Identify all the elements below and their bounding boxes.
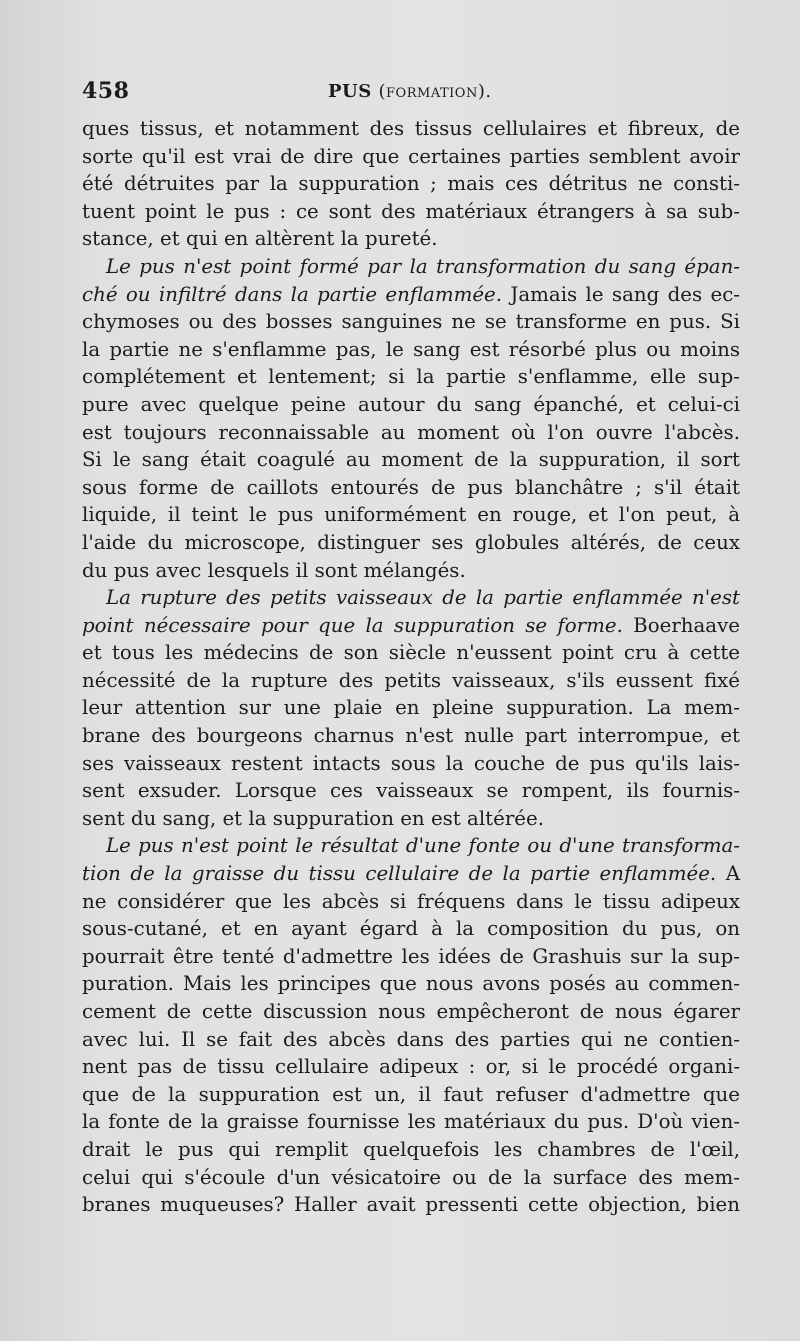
text-line xyxy=(82,363,740,391)
text-line xyxy=(82,805,740,833)
line-text: avec lui. Il se fait des abcès dans des parties qui ne contien- xyxy=(82,1027,740,1051)
line-text: nécessité de la rupture des petits vaisseaux, s'ils eussent fixé xyxy=(82,668,740,692)
text-line xyxy=(82,253,740,281)
text-line xyxy=(82,970,740,998)
text-line xyxy=(82,694,740,722)
line-text: Boerhaave xyxy=(622,613,740,637)
text-line xyxy=(82,750,740,778)
page-header xyxy=(82,78,742,112)
line-text: celui qui s'écoule d'un vésicatoire ou de la surface des mem- xyxy=(82,1165,740,1189)
text-line xyxy=(82,115,740,143)
line-text: est toujours reconnaissable au moment où l'on ouvre l'abcès. xyxy=(82,420,740,444)
line-text: la partie ne s'enflamme pas, le sang est résorbé plus ou moins xyxy=(82,337,740,361)
line-text: drait le pus qui remplit quelquefois les chambres de l'œil, xyxy=(82,1137,740,1161)
line-text: liquide, il teint le pus uniformément en rouge, et l'on peut, à xyxy=(82,503,740,527)
text-line xyxy=(82,1164,740,1192)
line-text: pure avec quelque peine autour du sang épanché, et celui-ci xyxy=(82,392,740,416)
text-line xyxy=(82,888,740,916)
text-line xyxy=(82,336,740,364)
line-text: cement de cette discussion nous empêcheront de nous égarer xyxy=(82,1000,740,1023)
line-text: ques tissus, et notamment des tissus cellulaires et fibreux, de xyxy=(82,117,740,140)
text-line xyxy=(82,832,740,860)
line-text: branes muqueuses? Haller avait pressenti cette objection, bien xyxy=(82,1193,740,1217)
line-text: complétement et lentement; si la partie s'enflamme, elle sup- xyxy=(82,365,740,389)
line-text: nent pas de tissu cellulaire adipeux : or, si le procédé organi- xyxy=(82,1055,740,1079)
text-line xyxy=(82,419,740,447)
line-text: sous-cutané, et en ayant égard à la composition du pus, on xyxy=(82,917,740,941)
page-number: 458 xyxy=(82,78,130,104)
line-text: sorte qu'il est vrai de dire que certaines parties semblent avoir xyxy=(82,144,740,168)
italic-text: La rupture des petits vaisseaux de la partie enflammée n'est xyxy=(106,586,740,610)
text-line xyxy=(82,557,740,585)
line-text: que de la suppuration est un, il faut refuser d'admettre que xyxy=(82,1082,740,1106)
body-text xyxy=(82,115,740,1219)
line-text: la fonte de la graisse fournisse les matériaux du pus. D'où vien- xyxy=(82,1110,740,1134)
text-line xyxy=(82,1136,740,1164)
text-line xyxy=(82,446,740,474)
text-line xyxy=(82,1053,740,1081)
text-line xyxy=(82,501,740,529)
text-line xyxy=(82,198,740,226)
line-text: brane des bourgeons charnus n'est nulle part interrompue, et xyxy=(82,724,740,748)
text-line xyxy=(82,1108,740,1136)
text-line xyxy=(82,943,740,971)
italic-text: ché ou infiltré dans la partie enflammée. xyxy=(82,282,503,306)
text-line xyxy=(82,639,740,667)
italic-text: Le pus n'est point le résultat d'une fonte ou d'une transforma- xyxy=(106,834,740,858)
line-text: stance, et qui en altèrent la pureté. xyxy=(82,227,438,251)
line-text: du pus avec lesquels il sont mélangés. xyxy=(82,558,466,582)
text-line xyxy=(82,529,740,557)
running-title xyxy=(328,81,492,102)
text-line xyxy=(82,777,740,805)
text-line xyxy=(82,1026,740,1054)
line-text: tuent point le pus : ce sont des matériaux étrangers à sa sub- xyxy=(82,199,740,223)
running-title-sub: (formation). xyxy=(378,81,492,102)
line-text: leur attention sur une plaie en pleine suppuration. La mem- xyxy=(82,696,740,720)
text-line xyxy=(82,722,740,750)
line-text: et tous les médecins de son siècle n'eussent point cru à cette xyxy=(82,641,740,665)
text-line xyxy=(82,1081,740,1109)
running-title-main: PUS xyxy=(328,81,372,102)
text-line xyxy=(82,667,740,695)
line-text: sent exsuder. Lorsque ces vaisseaux se rompent, ils fournis- xyxy=(82,779,740,803)
line-text: sent du sang, et la suppuration en est altérée. xyxy=(82,806,544,830)
text-line xyxy=(82,584,740,612)
text-line xyxy=(82,915,740,943)
line-text: sous forme de caillots entourés de pus blanchâtre ; s'il était xyxy=(82,475,740,499)
text-line xyxy=(82,170,740,198)
text-line xyxy=(82,1191,740,1219)
line-text: ne considérer que les abcès si fréquens dans le tissu adipeux xyxy=(82,889,740,913)
text-line xyxy=(82,612,740,640)
text-line xyxy=(82,225,740,253)
line-text: A xyxy=(716,862,740,886)
line-text: ses vaisseaux restent intacts sous la couche de pus qu'ils lais- xyxy=(82,751,740,775)
line-text: l'aide du microscope, distinguer ses globules altérés, de ceux xyxy=(82,530,740,554)
text-line xyxy=(82,860,740,888)
text-line xyxy=(82,998,740,1026)
line-text: Jamais le sang des ec- xyxy=(502,282,740,306)
text-line xyxy=(82,308,740,336)
line-text: puration. Mais les principes que nous avons posés au commen- xyxy=(82,972,740,996)
text-line xyxy=(82,474,740,502)
text-line xyxy=(82,391,740,419)
line-text: Si le sang était coagulé au moment de la suppuration, il sort xyxy=(82,448,740,472)
italic-text: point nécessaire pour que la suppuration se forme. xyxy=(82,613,623,637)
italic-text: Le pus n'est point formé par la transformation du sang épan- xyxy=(106,254,740,278)
line-text: pourrait être tenté d'admettre les idées de Grashuis sur la sup- xyxy=(82,944,740,968)
line-text: chymoses ou des bosses sanguines ne se transforme en pus. Si xyxy=(82,310,740,334)
text-line xyxy=(82,281,740,309)
line-text: été détruites par la suppuration ; mais ces détritus ne consti- xyxy=(82,172,740,196)
text-line xyxy=(82,143,740,171)
italic-text: tion de la graisse du tissu cellulaire de la partie enflammée. xyxy=(82,862,717,886)
